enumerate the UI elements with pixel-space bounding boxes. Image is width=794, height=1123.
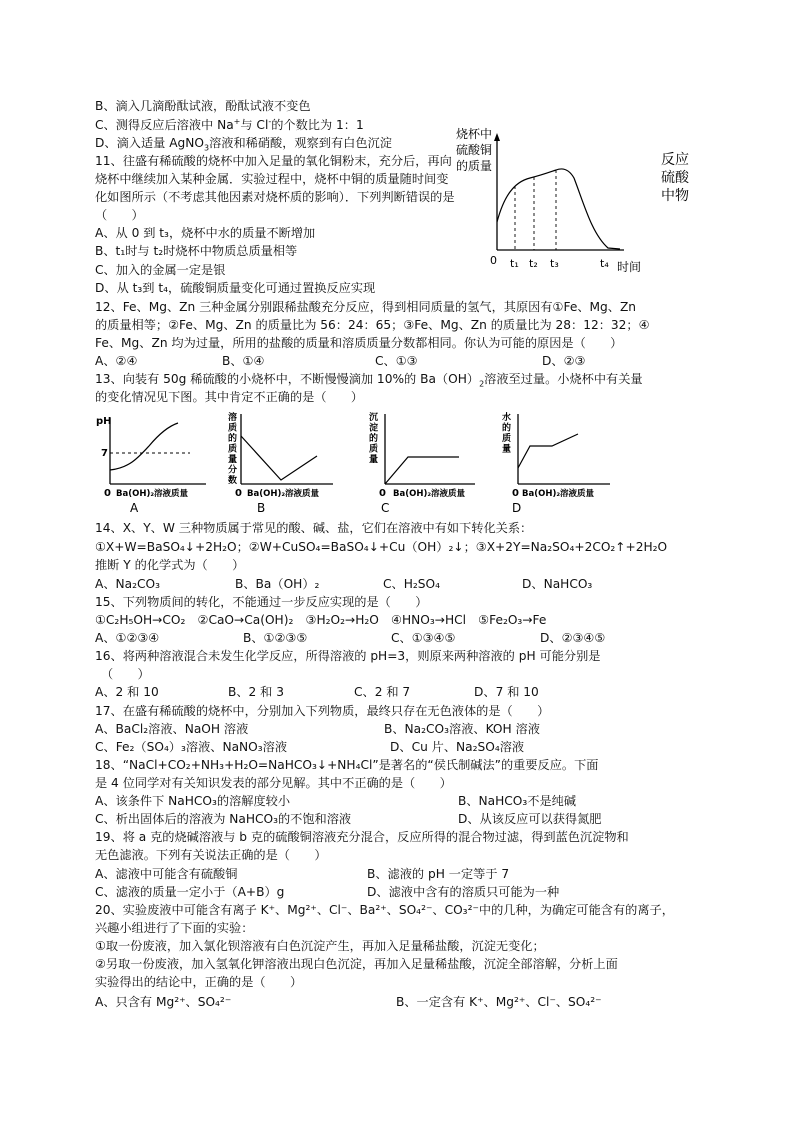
q13-b-letter: B (257, 501, 266, 514)
q19-option-d: D、滤液中含有的溶质只可能为一种 (367, 885, 560, 899)
q13-line-1-text-2: 溶液至过量。小烧杯中有关量 (484, 372, 643, 386)
q13-b-xlabel: Ba(OH)₂溶液质量 (247, 489, 320, 499)
q13-a-letter: A (130, 501, 139, 514)
q13-graph-a (94, 408, 212, 514)
q13-b-origin: 0 (235, 488, 242, 499)
q14-stem: 14、X、Y、W 三种物质属于常见的酸、碱、盐，它们在溶液中有如下转化关系： (95, 521, 533, 535)
q13-a-curve (110, 423, 178, 470)
q10-c-text-3: 的个数比为 1：1 (271, 118, 364, 132)
q11-option-d: D、从 t₃到 t₄，硫酸铜质量变化可通过置换反应实现 (95, 281, 376, 295)
q13-b-curve (241, 436, 317, 480)
q10-option-c (95, 116, 364, 134)
q20-line-1: 20、实验废液中可能含有离子 K⁺、Mg²⁺、Cl⁻、Ba²⁺、SO₄²⁻、CO₃²⁻中的几种，为确定可能含有的离子， (95, 903, 674, 917)
q11-graph (452, 124, 702, 280)
q18-option-c: C、析出固体后的溶液为 NaHCO₃的不饱和溶液 (95, 812, 352, 826)
q16-option-c: C、2 和 7 (354, 685, 411, 699)
q15-option-d: D、②③④⑤ (540, 631, 606, 645)
q15-stem: 15、下列物质间的转化，不能通过一步反应实现的是（ ） (95, 595, 428, 609)
q18-option-d: D、从该反应可以获得氮肥 (458, 812, 602, 826)
q10-option-d (95, 134, 392, 152)
q14-option-c: C、H₂SO₄ (383, 577, 440, 591)
q10-c-text-1: C、测得反应后溶液中 Na (95, 118, 234, 132)
q17-option-b: B、Na₂CO₃溶液、KOH 溶液 (384, 722, 540, 736)
q17-option-d: D、Cu 片、Na₂SO₄溶液 (390, 740, 525, 754)
q12-option-d: D、②③ (542, 354, 586, 368)
q15-items: ①C₂H₅OH→CO₂ ②CaO→Ca(OH)₂ ③H₂O₂→H₂O ④HNO₃→HCl ⑤Fe₂O₃→Fe (95, 613, 547, 627)
q14-option-d: D、NaHCO₃ (522, 577, 593, 591)
q12-line-2: 的质量相等；②Fe、Mg、Zn 的质量比为 56：24：65；③Fe、Mg、Zn 的质量比为 28：12：32；④ (95, 318, 650, 332)
q11-xlabel: 时间 (617, 260, 642, 274)
q20-step-2: ②另取一份废液，加入氢氧化钾溶液出现白色沉淀，再加入足量稀盐酸，沉淀全部溶解，分析上面 (95, 957, 618, 971)
q11-t2: t₂ (529, 257, 538, 270)
q11-option-c: C、加入的金属一定是银 (95, 263, 226, 277)
q16-option-a: A、2 和 10 (95, 685, 159, 699)
q11-curve-rise (497, 170, 556, 222)
q20-option-b: B、一定含有 K⁺、Mg²⁺、Cl⁻、SO₄²⁻ (396, 995, 602, 1009)
q14-ask: 推断 Y 的化学式为（ ） (95, 558, 245, 572)
q12-line-1: 12、Fe、Mg、Zn 三种金属分别跟稀盐酸充分反应，得到相同质量的氢气，其原因有①Fe、Mg、Zn (95, 300, 637, 314)
q13-c-origin: 0 (379, 488, 386, 499)
q13-d-xlabel: Ba(OH)₂溶液质量 (522, 489, 595, 499)
q11-y-arrow (494, 133, 500, 141)
q17-option-c: C、Fe₂（SO₄）₃溶液、NaNO₃溶液 (95, 740, 288, 754)
q13-c-letter: C (381, 501, 390, 514)
q19-line-1: 19、将 a 克的烧碱溶液与 b 克的硫酸铜溶液充分混合，反应所得的混合物过滤，得到蓝色沉淀物和 (95, 830, 629, 844)
q15-option-a: A、①②③④ (95, 631, 160, 645)
q13-a-mark-7: 7 (101, 448, 108, 459)
q13-graph-d (500, 408, 618, 514)
q14-equations: ①X+W=BaSO₄↓+2H₂O；②W+CuSO₄=BaSO₄↓+Cu（OH）₂↓；③X+2Y=Na₂SO₄+2CO₂↑+2H₂O (95, 540, 668, 554)
q16-paren: （ ） (101, 667, 150, 681)
q12-line-3: Fe、Mg、Zn 均为过量，所用的盐酸的质量和溶质质量分数都相同。你认为可能的原因是（ ） (95, 336, 623, 350)
q17-option-a: A、BaCl₂溶液、NaOH 溶液 (95, 722, 249, 736)
q16-option-b: B、2 和 3 (228, 685, 284, 699)
q13-line-1-sub: 2 (479, 379, 485, 389)
q13-c-ylabel: 沉淀的质量 (369, 413, 379, 465)
q11-graph-side-3: 中物 (661, 188, 689, 204)
q11-stem: 11、往盛有稀硫酸的烧杯中加入足量的氧化铜粉末，充分后，再向烧杯中继续加入某种金属．实验过程中，烧杯中铜的质量随时间变化如图所示（不考虑其他因素对烧杯质的影响）．下列判断错误的是（ ） (95, 154, 455, 222)
q10-c-sup-2: - (268, 116, 272, 126)
q12-option-a: A、②④ (95, 354, 138, 368)
q13-c-xlabel: Ba(OH)₂溶液质量 (393, 489, 466, 499)
q19-option-c: C、滤液的质量一定小于（A+B）g (95, 885, 285, 899)
q11-t3: t₃ (550, 257, 559, 270)
q13-line-2: 的变化情况见下图。其中肯定不正确的是（ ） (95, 390, 364, 404)
q19-option-b: B、滤液的 pH 一定等于 7 (367, 867, 510, 881)
q13-a-origin: 0 (104, 488, 111, 499)
q13-d-letter: D (512, 501, 522, 514)
q18-line-2: 是 4 位同学对有关知识发表的部分见解。其中不正确的是（ ） (95, 776, 452, 790)
q13-c-curve (385, 457, 459, 484)
q16-option-d: D、7 和 10 (474, 685, 539, 699)
q11-option-b: B、t₁时与 t₂时烧杯中物质总质量相等 (95, 244, 298, 258)
q11-graph-side-2: 硫酸 (661, 170, 689, 186)
q20-step-3: 实验得出的结论中，正确的是（ ） (95, 975, 303, 989)
q18-option-a: A、该条件下 NaHCO₃的溶解度较小 (95, 794, 291, 808)
q14-option-a: A、Na₂CO₃ (95, 577, 160, 591)
q11-graph-ylabel-3: 的质量 (456, 159, 493, 173)
q13-d-origin: 0 (512, 488, 519, 499)
q12-option-c: C、①③ (375, 354, 418, 368)
q13-graph-b (225, 408, 343, 514)
q10-option-b: B、滴入几滴酚酞试液，酚酞试液不变色 (95, 99, 311, 113)
q15-option-c: C、①③④⑤ (391, 631, 456, 645)
q13-b-ylabel: 溶质的质量分数 (228, 413, 238, 486)
q14-option-b: B、Ba（OH）₂ (235, 577, 320, 591)
q11-origin: 0 (490, 254, 497, 267)
q20-step-1: ①取一份废液，加入氯化钡溶液有白色沉淀产生，再加入足量稀盐酸，沉淀无变化； (95, 939, 545, 953)
q18-option-b: B、NaHCO₃不是纯碱 (458, 794, 577, 808)
q13-line-1 (95, 370, 643, 388)
q11-graph-ylabel-2: 硫酸铜 (456, 143, 493, 157)
q19-option-a: A、滤液中可能含有硫酸铜 (95, 867, 238, 881)
q10-d-text-2: 溶液和稀硝酸，观察到有白色沉淀 (209, 136, 392, 150)
q13-d-ylabel: 水的质量 (502, 413, 512, 455)
q12-option-b: B、①④ (222, 354, 265, 368)
q10-d-text-1: D、滴入适量 AgNO (95, 136, 204, 150)
q15-option-b: B、①②③⑤ (243, 631, 308, 645)
q13-a-ylabel: pH (96, 416, 112, 427)
q16-stem: 16、将两种溶液混合未发生化学反应，所得溶液的 pH=3，则原来两种溶液的 pH 可能分别是 (95, 649, 601, 663)
q10-c-sup-1: + (233, 116, 241, 126)
q10-d-sub: 3 (203, 143, 210, 153)
q19-line-2: 无色滤液。下列有关说法正确的是（ ） (95, 848, 327, 862)
q13-graph-c (363, 408, 481, 514)
q11-option-a: A、从 0 到 t₃，烧杯中水的质量不断增加 (95, 226, 316, 240)
q11-curve-fall (556, 169, 620, 249)
q13-a-xlabel: Ba(OH)₂溶液质量 (116, 489, 189, 499)
q11-t1: t₁ (510, 257, 519, 270)
q11-graph-ylabel-1: 烧杯中 (456, 127, 493, 141)
q18-line-1: 18、“NaCl+CO₂+NH₃+H₂O=NaHCO₃↓+NH₄Cl”是著名的“侯氏制碱法”的重要反应。下面 (95, 758, 599, 772)
q20-line-2: 兴趣小组进行了下面的实验： (95, 921, 254, 935)
q11-graph-side-1: 反应 (661, 152, 689, 168)
q11-t4: t₄ (600, 257, 609, 270)
q10-c-text-2: 与 Cl (240, 118, 269, 132)
q20-option-a: A、只含有 Mg²⁺、SO₄²⁻ (95, 995, 232, 1009)
q13-d-curve (518, 434, 578, 468)
q13-line-1-text-1: 13、向装有 50g 稀硫酸的小烧杯中，不断慢慢滴加 10%的 Ba（OH） (95, 372, 480, 386)
q17-stem: 17、在盛有稀硫酸的烧杯中，分别加入下列物质，最终只存在无色液体的是（ ） (95, 704, 550, 718)
